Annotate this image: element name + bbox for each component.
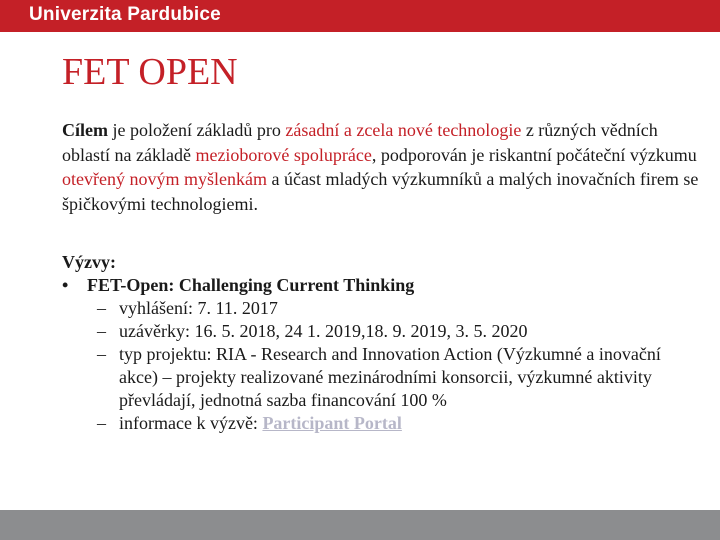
slide-title: FET OPEN xyxy=(62,51,238,93)
intro-highlight: mezioborové spolupráce xyxy=(195,144,372,165)
bullet-icon: • xyxy=(62,275,69,295)
intro-text: je položení základů pro xyxy=(107,120,286,140)
challenge-subitem xyxy=(62,343,702,412)
subitem-text: vyhlášení: 7. 11. 2017 xyxy=(119,298,278,318)
intro-lead-word: Cílem xyxy=(62,120,108,140)
intro-text: z různých vědních oblastí na základě xyxy=(62,120,658,165)
challenge-subitem xyxy=(62,297,702,320)
intro-paragraph xyxy=(62,118,702,216)
challenge-title: FET-Open: Challenging Current Thinking xyxy=(87,275,415,295)
challenges-section xyxy=(62,251,702,435)
intro-highlight: zásadní a zcela nové technologie xyxy=(285,120,522,140)
intro-text: , podporován je riskantní počáteční výzkumu xyxy=(371,144,697,165)
dash-icon: – xyxy=(97,298,106,318)
dash-icon: – xyxy=(97,413,106,433)
university-logo-text: Univerzita Pardubice xyxy=(29,4,221,25)
subitem-text: typ projektu: RIA - Research and Innovation Action (Výzkumné a inovační akce) – projekty realizované mezinárodními konsorcii, výzkumné aktivity převládají, jednotná sazba financování 100 % xyxy=(119,344,661,410)
info-label: informace k výzvě: xyxy=(119,413,263,433)
dash-icon: – xyxy=(97,321,106,341)
challenge-bullet xyxy=(62,274,702,297)
header-bar xyxy=(0,0,720,32)
dash-icon: – xyxy=(97,344,106,364)
participant-portal-link[interactable]: Participant Portal xyxy=(262,413,402,433)
challenge-subitem xyxy=(62,320,702,343)
challenges-label: Výzvy: xyxy=(62,252,116,272)
intro-text: a účast mladých výzkumníků a malých inovačních firem se špičkovými technologiemi. xyxy=(62,169,699,214)
subitem-text: uzávěrky: 16. 5. 2018, 24 1. 2019,18. 9. 2019, 3. 5. 2020 xyxy=(119,321,528,341)
challenge-subitem xyxy=(62,412,702,435)
footer-bar xyxy=(0,510,720,540)
intro-highlight: otevřený novým myšlenkám xyxy=(62,169,267,189)
